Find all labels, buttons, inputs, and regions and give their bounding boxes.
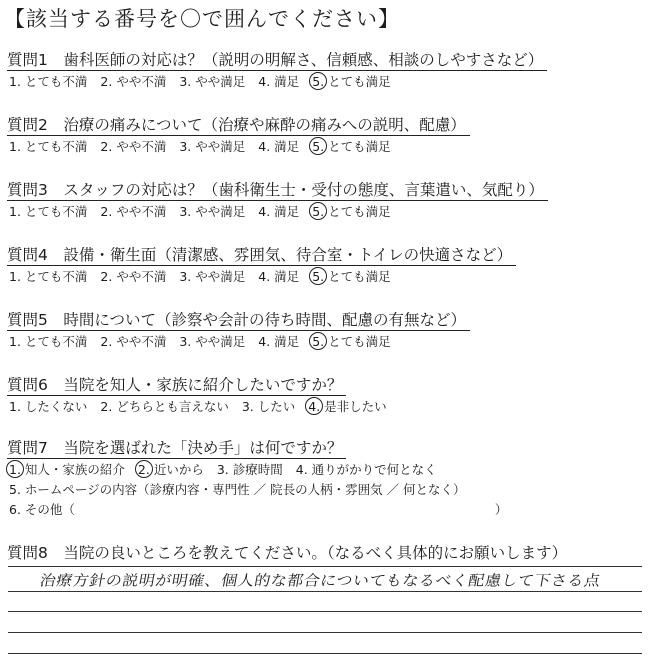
answer-line (8, 566, 642, 567)
answer-option: 5. とても満足 (312, 74, 391, 89)
option-number: 3. (179, 74, 192, 89)
circled-number: 5. (312, 269, 325, 284)
answer-option: 5. とても満足 (312, 204, 391, 219)
question-title: 質問1 歯科医師の対応は？（説明の明解さ、信頼感、相談のしやすさなど） (7, 50, 547, 71)
answer-option: 1. とても不満 (9, 204, 88, 219)
answer-option: 2. やや不満 (100, 204, 167, 219)
option-number: 1. (9, 399, 21, 414)
answer-option: 1. とても不満 (9, 139, 88, 154)
circled-number: 1. (9, 462, 21, 477)
answer-option: 5. とても満足 (312, 269, 391, 284)
circled-number: 5. (312, 139, 325, 154)
option-number: 2. (100, 334, 113, 349)
option-number: 2. (100, 269, 113, 284)
answer-option: 5. とても満足 (312, 139, 391, 154)
option-number: 4. (258, 204, 271, 219)
option-number: 1. (9, 269, 21, 284)
circled-number: 5. (312, 334, 325, 349)
option-number: 1. (9, 139, 21, 154)
answer-option: 4. 満足 (258, 269, 300, 284)
answer-option: 2. やや不満 (100, 334, 167, 349)
answer-line (8, 591, 642, 592)
question-8 (7, 543, 571, 563)
answer-option-homepage: 5. ホームページの内容（診療内容・専門性 ／ 院長の人柄・雰囲気 ／ 何となく） (9, 482, 466, 497)
question-1 (7, 50, 547, 91)
option-number: 1. (9, 204, 21, 219)
answer-options (7, 268, 516, 286)
option-number: 4. (258, 139, 271, 154)
answer-option: 2. やや不満 (100, 269, 167, 284)
circled-number: 5. (312, 204, 325, 219)
answer-option: 3. やや満足 (179, 334, 246, 349)
circled-number: 5. (312, 74, 325, 89)
answer-option: 2. やや不満 (100, 139, 167, 154)
question-title: 質問8 当院の良いところを教えてください。（なるべく具体的にお願いします） (7, 544, 568, 562)
question-title: 質問5 時間について（診察や会計の待ち時間、配慮の有無など） (7, 310, 470, 331)
answer-line (8, 632, 642, 633)
option-number: 2. (100, 399, 113, 414)
option-number: 3. (216, 462, 229, 477)
option-number: 4. (258, 74, 271, 89)
answer-option: 5. とても満足 (312, 334, 391, 349)
question-7 (7, 438, 507, 519)
question-title: 質問7 当院を選ばれた「決め手」は何ですか？ (7, 438, 346, 459)
answer-option: 4. 満足 (258, 74, 300, 89)
option-number: 1. (9, 334, 21, 349)
option-number: 2. (100, 74, 113, 89)
other-close: ） (494, 502, 508, 517)
answer-option: 1. 知人・家族の紹介 (9, 462, 125, 477)
answer-option: 3. したい (241, 399, 296, 414)
option-number: 3. (241, 399, 254, 414)
answer-option: 4. 満足 (258, 334, 300, 349)
other-label: 6. その他（ (9, 502, 75, 517)
answer-option: 4. 満足 (258, 139, 300, 154)
option-number: 4. (258, 269, 271, 284)
answer-option: 3. やや満足 (179, 139, 246, 154)
answer-option: 3. やや満足 (179, 269, 246, 284)
question-2 (7, 115, 470, 156)
answer-options (7, 333, 470, 351)
option-number: 3. (179, 204, 192, 219)
answer-option: 4. 通りがかりで何となく (295, 462, 437, 477)
circled-number: 2. (137, 462, 150, 477)
answer-option: 4. 是非したい (308, 399, 387, 414)
handwritten-answer: 治療方針の説明が明確、個人的な都合についてもなるべく配慮して下さる点 (38, 571, 603, 590)
option-number: 4. (258, 334, 271, 349)
option-number: 1. (9, 74, 21, 89)
option-number: 2. (100, 139, 113, 154)
answer-options (7, 73, 547, 91)
answer-option: 1. したくない (9, 399, 88, 414)
answer-option: 2. どちらとも言えない (100, 399, 229, 414)
answer-option: 3. やや満足 (179, 204, 246, 219)
answer-options (7, 138, 470, 156)
option-number: 4. (295, 462, 308, 477)
answer-option: 3. やや満足 (179, 74, 246, 89)
question-title: 質問6 当院を知人・家族に紹介したいですか？ (7, 375, 346, 396)
option-number: 2. (100, 204, 113, 219)
option-number: 3. (179, 139, 192, 154)
answer-option: 3. 診療時間 (216, 462, 283, 477)
question-title: 質問2 治療の痛みについて（治療や麻酔の痛みへの説明、配慮） (7, 115, 470, 136)
answer-option-other (7, 501, 507, 519)
question-6 (7, 375, 400, 416)
answer-line (8, 653, 642, 654)
answer-option: 1. とても不満 (9, 74, 88, 89)
option-number: 3. (179, 334, 192, 349)
option-number: 3. (179, 269, 192, 284)
question-5 (7, 310, 470, 351)
question-title: 質問4 設備・衛生面（清潔感、雰囲気、待合室・トイレの快適さなど） (7, 245, 516, 266)
answer-options (7, 461, 507, 479)
answer-options (7, 203, 548, 221)
circled-number: 4. (308, 399, 321, 414)
answer-option: 2. 近いから (137, 462, 204, 477)
answer-option: 1. とても不満 (9, 269, 88, 284)
answer-option: 4. 満足 (258, 204, 300, 219)
question-4 (7, 245, 516, 286)
answer-option: 2. やや不満 (100, 74, 167, 89)
answer-options (7, 398, 400, 416)
answer-option: 1. とても不満 (9, 334, 88, 349)
page-title: 【該当する番号を〇で囲んでください】 (4, 7, 400, 31)
question-3 (7, 180, 548, 221)
question-title: 質問3 スタッフの対応は？（歯科衛生士・受付の態度、言葉遣い、気配り） (7, 180, 548, 201)
answer-line (8, 611, 642, 612)
